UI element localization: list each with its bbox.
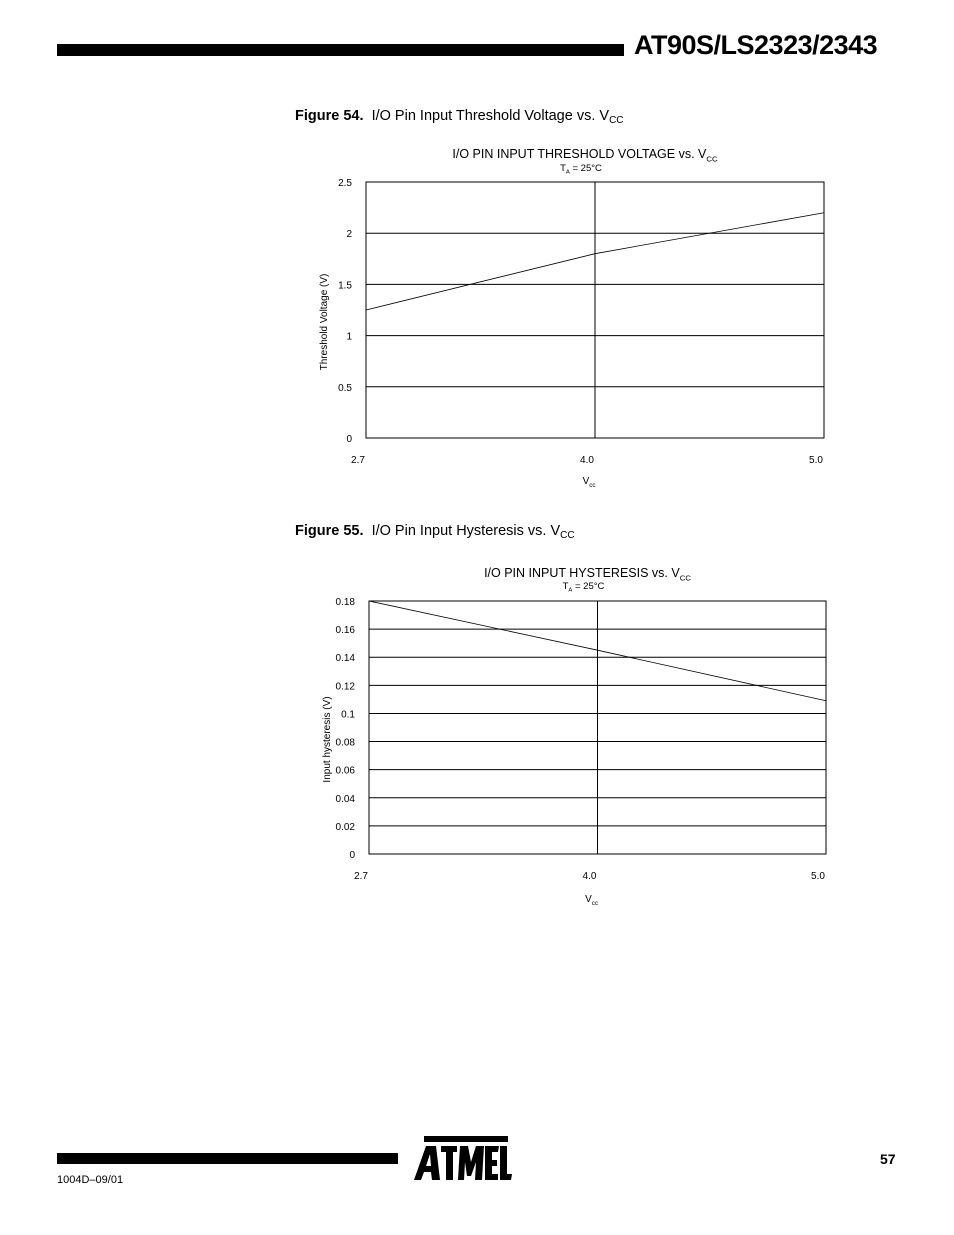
chart-title-sub: CC [706,154,718,164]
y-tick-label: 0.18 [335,597,355,608]
document-title: AT90S/LS2323/2343 [634,30,878,60]
x-axis-label-sub: cc [589,481,596,489]
y-tick-label: 1 [346,331,352,343]
chart-subtitle-sub: A [565,169,570,176]
y-tick-label: 0.14 [335,653,355,665]
y-tick-label: 0.08 [335,737,355,749]
chart-subtitle-tail: = 25°C [569,163,602,174]
figure-55-label: Figure 55. [295,523,364,539]
y-tick-label: 0.12 [335,681,355,693]
x-tick-label: 4.0 [582,871,597,882]
chart-subtitle-tail: = 25°C [572,581,605,592]
x-axis-label-main: V [585,894,592,905]
y-tick-label: 0.06 [335,765,355,777]
x-axis-label-main: V [582,476,590,487]
figure-54-sub: CC [609,115,624,126]
y-tick-label: 1.5 [338,280,352,292]
y-tick-label: 0.5 [338,382,352,394]
x-tick-label: 4.0 [580,455,594,466]
x-tick-label: 5.0 [809,455,823,466]
y-tick-label: 0.1 [341,709,355,721]
chart-subtitle [563,581,605,594]
figure-55-text: I/O Pin Input Hysteresis vs. V [371,523,561,539]
x-axis-label-sub: cc [591,899,598,907]
chart-title-main: I/O PIN INPUT THRESHOLD VOLTAGE vs. V [452,147,707,161]
y-tick-label: 0.16 [335,625,355,637]
chart-subtitle-main: T [562,581,569,592]
figure-54-text: I/O Pin Input Threshold Voltage vs. V [371,108,610,124]
x-axis-label [585,894,598,907]
page-number: 57 [880,1151,896,1167]
figure-54-label: Figure 54. [295,108,364,124]
y-axis-label: Threshold Voltage (V) [319,273,330,371]
chart-subtitle-main: T [560,163,566,174]
chart-subtitle-sub: A [568,587,573,594]
chart-title-sub: CC [679,573,691,583]
x-tick-label: 2.7 [351,455,365,466]
footer-rule [57,1153,398,1164]
y-tick-label: 0.02 [335,821,355,833]
x-tick-label: 5.0 [811,871,825,882]
y-axis-label: Input hysteresis (V) [322,696,333,783]
y-tick-label: 0.04 [335,793,355,805]
y-tick-label: 2.5 [338,178,352,189]
atmel-logo [410,1136,512,1184]
document-code: 1004D–09/01 [57,1174,124,1186]
figure-55-sub: CC [560,530,575,541]
y-tick-label: 0 [349,850,355,861]
chart-title-main: I/O PIN INPUT HYSTERESIS vs. V [484,566,680,580]
x-tick-label: 2.7 [354,871,368,882]
y-tick-label: 0 [346,434,352,445]
y-tick-label: 2 [346,229,352,241]
